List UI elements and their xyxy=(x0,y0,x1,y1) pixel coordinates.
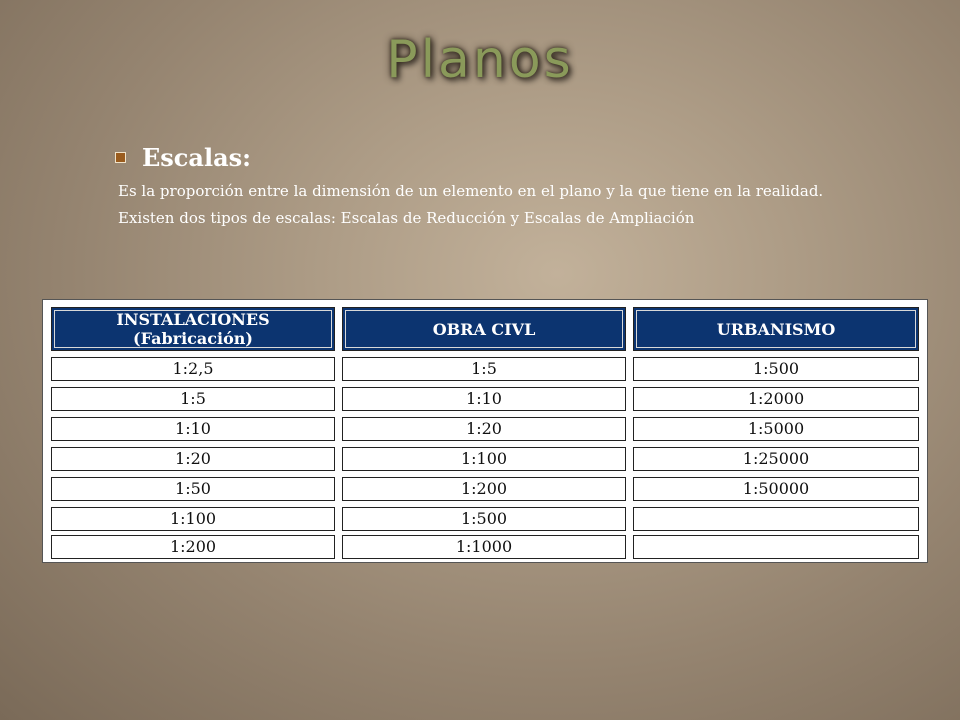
table-cell: 1:5 xyxy=(342,357,626,381)
slide-title: Planos xyxy=(386,30,574,90)
header-line1: URBANISMO xyxy=(716,319,836,339)
table-cell: 1:200 xyxy=(51,535,335,559)
table-cell: 1:100 xyxy=(342,447,626,471)
header-line1: INSTALACIONES xyxy=(116,310,270,329)
table-cell xyxy=(633,507,919,531)
scales-table xyxy=(42,299,928,563)
table-cell: 1:20 xyxy=(51,447,335,471)
table-cell: 1:200 xyxy=(342,477,626,501)
header-line1: OBRA CIVL xyxy=(432,319,536,339)
table-cell: 1:1000 xyxy=(342,535,626,559)
table-cell: 1:5 xyxy=(51,387,335,411)
header-cell-instalaciones xyxy=(51,307,335,351)
bullet-item xyxy=(115,143,251,172)
scale-types-text: Existen dos tipos de escalas: Escalas de Reducción y Escalas de Ampliación xyxy=(118,209,695,227)
header-line2: (Fabricación) xyxy=(133,329,253,348)
table-cell xyxy=(633,535,919,559)
table-cell: 1:2000 xyxy=(633,387,919,411)
table-cell: 1:5000 xyxy=(633,417,919,441)
table-cell: 1:50000 xyxy=(633,477,919,501)
table-cell: 1:50 xyxy=(51,477,335,501)
table-cell: 1:20 xyxy=(342,417,626,441)
bullet-heading: Escalas: xyxy=(142,143,252,172)
table-cell: 1:100 xyxy=(51,507,335,531)
table-cell: 1:500 xyxy=(633,357,919,381)
table-cell: 1:500 xyxy=(342,507,626,531)
square-bullet-icon xyxy=(115,152,126,163)
header-cell-obra-civil xyxy=(342,307,626,351)
header-cell-urbanismo xyxy=(633,307,919,351)
table-cell: 1:25000 xyxy=(633,447,919,471)
table-cell: 1:10 xyxy=(51,417,335,441)
table-cell: 1:10 xyxy=(342,387,626,411)
table-cell: 1:2,5 xyxy=(51,357,335,381)
definition-text: Es la proporción entre la dimensión de un elemento en el plano y la que tiene en la realidad. xyxy=(118,182,824,200)
